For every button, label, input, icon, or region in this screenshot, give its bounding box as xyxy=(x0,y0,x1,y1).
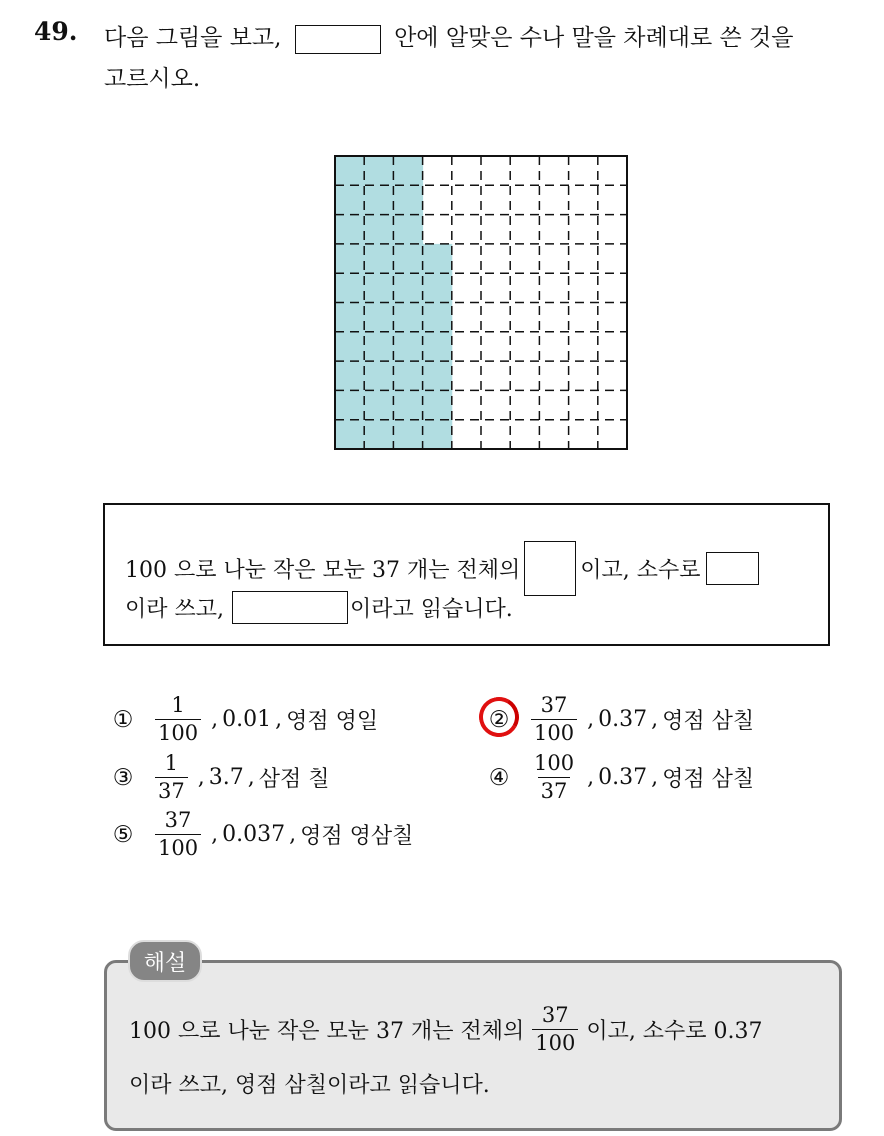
comma: , xyxy=(247,765,255,790)
choice-5[interactable] xyxy=(111,810,413,859)
solution-fraction xyxy=(532,1005,578,1054)
shaded-cell xyxy=(393,185,423,215)
shaded-cell xyxy=(335,215,365,245)
fraction-blank xyxy=(524,541,576,596)
question-text-b: 안에 알맞은 수나 말을 차례대로 쓴 것을 xyxy=(394,25,794,51)
shaded-cell xyxy=(335,303,365,333)
solution-text-a: 100 으로 나눈 작은 모눈 37 개는 전체의 xyxy=(129,1019,525,1044)
fill-in-line-2 xyxy=(125,591,513,624)
choice-2-denominator: 100 xyxy=(531,719,577,744)
shaded-cell xyxy=(364,361,394,391)
choice-4-numerator: 100 xyxy=(534,751,575,775)
choice-4-denominator: 37 xyxy=(538,777,571,802)
shaded-cell xyxy=(335,244,365,274)
shaded-cell xyxy=(335,390,365,420)
solution-tab-label: 해설 xyxy=(128,940,202,982)
shaded-cell xyxy=(364,156,394,186)
shaded-cell xyxy=(423,332,453,362)
choice-3-decimal: 3.7 xyxy=(208,765,244,790)
choice-1-reading: 영점 영일 xyxy=(286,709,379,734)
comma: , xyxy=(275,707,283,732)
choice-2[interactable] xyxy=(487,695,754,744)
question-line-2: 고르시오. xyxy=(104,66,201,92)
solution-text-b: 이고, 소수로 0.37 xyxy=(586,1019,763,1044)
shaded-cell xyxy=(364,390,394,420)
fill-in-box xyxy=(103,503,830,646)
solution-line-1 xyxy=(129,1005,763,1054)
shaded-cell xyxy=(393,390,423,420)
choice-2-fraction xyxy=(531,695,577,744)
shaded-cell xyxy=(364,273,394,303)
choice-4-reading: 영점 삼칠 xyxy=(662,767,755,792)
choice-1-numerator: 1 xyxy=(171,693,185,717)
shaded-cell xyxy=(393,332,423,362)
choice-1-mark: ① xyxy=(112,706,134,733)
shaded-cell xyxy=(393,273,423,303)
solution-line-2: 이라 쓰고, 영점 삼칠이라고 읽습니다. xyxy=(129,1073,490,1098)
choice-2-reading: 영점 삼칠 xyxy=(662,709,755,734)
comma: , xyxy=(211,822,219,847)
choice-5-fraction xyxy=(155,810,201,859)
shaded-cell xyxy=(393,303,423,333)
shaded-cell xyxy=(335,361,365,391)
fill-in-text-c: 이라 쓰고, xyxy=(125,597,224,622)
choice-3[interactable] xyxy=(111,753,329,802)
choice-4-mark: ④ xyxy=(488,764,510,791)
choice-5-numerator: 37 xyxy=(164,808,192,832)
choice-2-mark xyxy=(487,707,511,733)
choice-3-numerator: 1 xyxy=(164,751,179,775)
comma: , xyxy=(651,707,659,732)
shaded-cell xyxy=(364,185,394,215)
comma: , xyxy=(587,765,595,790)
shaded-cell xyxy=(393,244,423,274)
shaded-cell xyxy=(335,185,365,215)
comma: , xyxy=(289,822,297,847)
comma: , xyxy=(587,707,595,732)
choice-4[interactable] xyxy=(487,753,754,802)
choice-1-fraction xyxy=(155,695,201,744)
comma: , xyxy=(211,707,219,732)
shaded-cell xyxy=(364,215,394,245)
choice-3-fraction xyxy=(155,753,188,802)
shaded-cell xyxy=(335,332,365,362)
fill-in-text-d: 이라고 읽습니다. xyxy=(350,597,513,622)
solution-denominator: 100 xyxy=(532,1029,578,1054)
shaded-cell xyxy=(335,420,365,450)
shaded-cell xyxy=(364,332,394,362)
question-line-1 xyxy=(104,19,793,54)
choice-5-denominator: 100 xyxy=(155,834,201,859)
choice-3-mark: ③ xyxy=(112,764,134,791)
shaded-cell xyxy=(423,390,453,420)
fill-in-text-a: 100 으로 나눈 작은 모눈 37 개는 전체의 xyxy=(125,558,521,583)
hundred-grid-figure xyxy=(334,155,628,450)
choice-2-numerator: 37 xyxy=(540,693,568,717)
solution-panel xyxy=(104,960,842,1131)
shaded-cell xyxy=(335,156,365,186)
fill-in-text-b: 이고, 소수로 xyxy=(580,558,701,583)
shaded-cell xyxy=(423,420,453,450)
choice-5-mark: ⑤ xyxy=(112,821,134,848)
choice-1[interactable] xyxy=(111,695,378,744)
shaded-cell xyxy=(335,273,365,303)
comma: , xyxy=(651,765,659,790)
shaded-cell xyxy=(393,420,423,450)
shaded-cell xyxy=(364,244,394,274)
reading-blank xyxy=(232,591,348,624)
comma: , xyxy=(197,765,205,790)
choice-5-reading: 영점 영삼칠 xyxy=(300,824,414,849)
shaded-cell xyxy=(393,215,423,245)
shaded-cell xyxy=(423,273,453,303)
choice-3-reading: 삼점 칠 xyxy=(258,767,330,792)
decimal-blank xyxy=(706,552,759,585)
choice-1-decimal: 0.01 xyxy=(222,707,272,732)
selected-answer-circle-icon xyxy=(475,692,524,741)
shaded-cell xyxy=(423,303,453,333)
solution-numerator: 37 xyxy=(541,1003,569,1027)
shaded-cell xyxy=(393,156,423,186)
choice-1-denominator: 100 xyxy=(155,719,201,744)
question-text-a: 다음 그림을 보고, xyxy=(104,25,282,51)
choice-3-denominator: 37 xyxy=(155,777,188,802)
shaded-cell xyxy=(423,244,453,274)
answer-blank xyxy=(295,25,381,54)
shaded-cell xyxy=(364,420,394,450)
choice-5-decimal: 0.037 xyxy=(222,822,286,847)
choice-4-decimal: 0.37 xyxy=(598,765,648,790)
choice-2-decimal: 0.37 xyxy=(598,707,648,732)
choice-4-fraction xyxy=(531,753,577,802)
fill-in-line-1 xyxy=(125,541,759,596)
question-number: 49. xyxy=(34,17,78,46)
shaded-cell xyxy=(423,361,453,391)
choice-2-mark-glyph: ② xyxy=(488,706,510,733)
shaded-cell xyxy=(364,303,394,333)
shaded-cell xyxy=(393,361,423,391)
